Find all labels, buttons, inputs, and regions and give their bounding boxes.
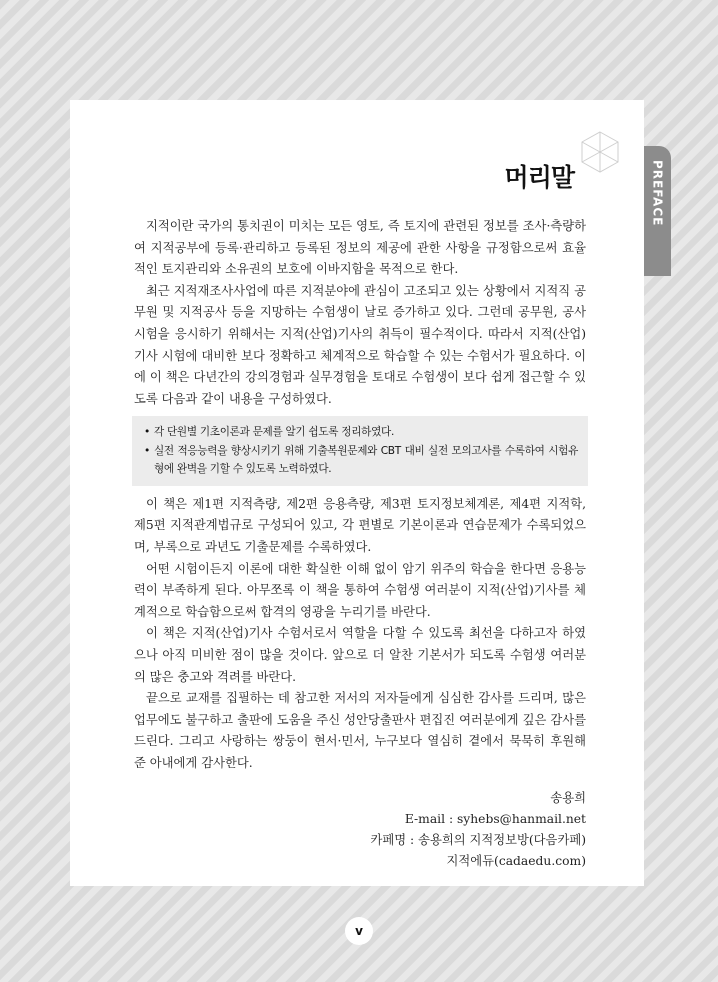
page-number: v [345,917,373,945]
summary-box [132,416,588,486]
side-tab-label: PREFACE [650,160,665,227]
hexagon-icon [580,130,620,174]
page-title: 머리말 [504,163,574,192]
body-paragraph: 이 책은 지적(산업)기사 수험서로서 역할을 다할 수 있도록 최선을 다하고자 하였으나 아직 미비한 점이 많을 것이다. 앞으로 더 알찬 기본서가 되도록 수험생 여러분의 많은 충고와 격려를 바란다. [134,626,586,684]
bullet-icon: • [144,426,150,439]
body-paragraph: 지적이란 국가의 통치권이 미치는 모든 영토, 즉 토지에 관련된 정보를 조사·측량하여 지적공부에 등록·관리하고 등록된 정보의 제공에 관한 사항을 규정함으로써 효율적인 토지관리와 소유권의 보호에 이바지함을 목적으로 한다. [134,219,586,277]
author-email: E-mail : syhebs@hanmail.net [404,812,586,826]
preface-side-tab [644,146,671,276]
author-site: 지적에듀(cadaedu.com) [446,854,586,868]
document-page [70,100,644,886]
bullet-icon: • [144,444,150,457]
box-item-text: 실전 적응능력을 향상시키기 위해 기출복원문제와 CBT 대비 실전 모의고사를 수록하여 시험유형에 완벽을 기할 수 있도록 노력하였다. [154,444,578,476]
signature-block [134,788,586,872]
body-paragraph: 최근 지적재조사사업에 따른 지적분야에 관심이 고조되고 있는 상황에서 지적직 공무원 및 지적공사 등을 지망하는 수험생이 날로 증가하고 있다. 그런데 공무원, 공사시험을 응시하기 위해서는 지적(산업)기사의 취득이 필수적이다. 따라서 지적(산업)기사 시험에 대비한 보다 정확하고 체계적으로 학습할 수 있는 수험서가 필요하다. 이에 이 책은 다년간의 강의경험과 실무경험을 토대로 수험생이 보다 쉽게 접근할 수 있도록 다음과 같이 내용을 구성하였다. [134,283,586,406]
body-paragraph: 끝으로 교재를 집필하는 데 참고한 저서의 저자들에게 심심한 감사를 드리며, 많은 업무에도 불구하고 출판에 도움을 주신 성안당출판사 편집진 여러분에게 깊은 감사를 드린다. 그리고 사랑하는 쌍둥이 현서·민서, 누구보다 열심히 곁에서 묵묵히 후원해 준 아내에게 감사한다. [134,691,586,770]
author-name: 송용희 [550,791,586,805]
author-cafe: 카페명 : 송용희의 지적정보방(다음카페) [370,833,586,847]
body-paragraph: 어떤 시험이든지 이론에 대한 확실한 이해 없이 암기 위주의 학습을 한다면 응용능력이 부족하게 된다. 아무쪼록 이 책을 통하여 수험생 여러분이 지적(산업)기사를 체계적으로 학습함으로써 합격의 영광을 누리기를 바란다. [134,561,586,619]
preface-body [134,216,586,775]
box-list-item [142,442,578,479]
body-paragraph: 이 책은 제1편 지적측량, 제2편 응용측량, 제3편 토지정보체계론, 제4편 지적학, 제5편 지적관계법규로 구성되어 있고, 각 편별로 기본이론과 연습문제가 수록되었으며, 부록으로 과년도 기출문제를 수록하였다. [134,496,586,555]
box-item-text: 각 단원별 기초이론과 문제를 알기 쉽도록 정리하였다. [154,426,395,439]
box-list-item [142,423,578,442]
